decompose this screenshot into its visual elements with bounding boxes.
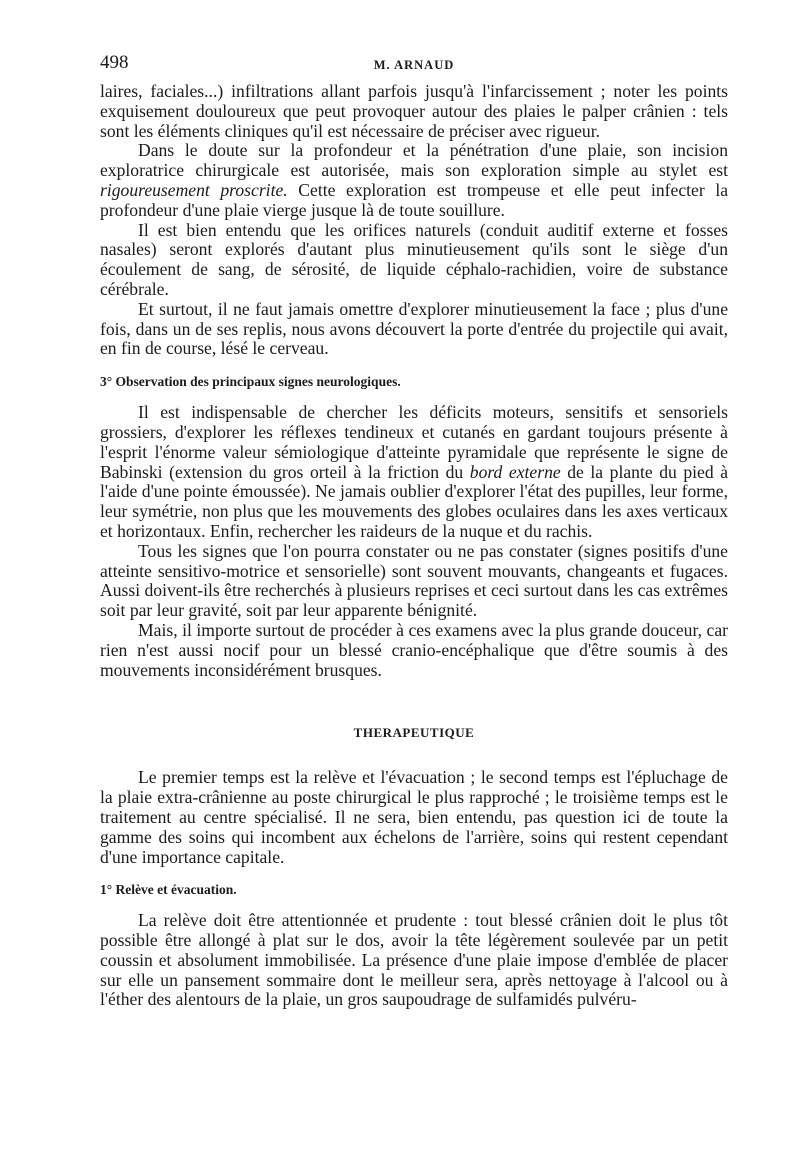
paragraph-deficits-end: de la plante du pied à l'aide d'une pointe émoussée). Ne jamais oublier d'explorer l'état des pupilles, leur forme, leur symétrie, non plus que les mouvements des globes oculaires dans les axes verticaux et horizontaux. Enfin, rechercher les raideurs de la nuque et du rachis. [100,461,729,541]
page [100,52,728,1010]
paragraph-deficits-start: Il est indispensable de chercher les déficits moteurs, sensitifs et sensoriels grossiers, d'explorer les réflexes tendineux et cutanés en gardant toujours présente à l'esprit l'énorme valeur sémiologique d'atteinte pyramidale que représente le signe de Babinski (extension du gros orteil à la friction du [100,402,728,482]
body-text [100,82,728,1010]
subheading-neurological-signs: 3° Observation des principaux signes neurologiques. [100,374,401,390]
emphasis-bord-externe: bord externe [469,461,561,482]
emphasis-proscrite: rigoureusement proscrite. [100,179,288,200]
paragraph-releve: La relève doit être attentionnée et prudente : tout blessé crânien doit le plus tôt possible être allongé à plat sur le dos, avoir la tête légèrement soulevée par un petit coussin et absolument immobilisée. La présence d'une plaie impose d'emblée de placer sur elle un pansement sommaire dont le meilleur sera, après nettoyage à l'alcool ou à l'éther des alentours de la plaie, un gros saupoudrage de sulfamidés pulvéru- [100,910,728,1010]
paragraph-orifices: Il est bien entendu que les orifices naturels (conduit auditif externe et fosses nasales) seront explorés d'autant plus minutieusement qu'ils sont le siège d'un écoulement de sang, de sérosité, de liquide céphalo-rachidien, voire de substance cérébrale. [100,219,728,299]
paragraph-face: Et surtout, il ne faut jamais omettre d'explorer minutieusement la face ; plus d'une fois, dans un de ses replis, nous avons découvert la porte d'entrée du projectile qui avait, en fin de course, lésé le cerveau. [100,298,728,359]
paragraph-exploration-end: Cette exploration est trompeuse et elle peut infecter la profondeur d'une plaie vierge jusque là de toute souillure. [100,179,729,220]
page-number: 498 [100,52,129,73]
paragraph-temps: Le premier temps est la relève et l'évacuation ; le second temps est l'épluchage de la plaie extra-crânienne au poste chirurgical le plus rapproché ; le troisième temps est le traitement au centre spécialisé. Il ne sera, bien entendu, pas question ici de toute la gamme des soins qui incombent aux échelons de l'arrière, soins qui restent cependant d'une importance capitale. [100,767,728,867]
paragraph-deficits [100,403,728,542]
paragraph-exploration [100,141,728,220]
subheading-releve: 1° Relève et évacuation. [100,882,237,898]
paragraph-exploration-start: Dans le doute sur la profondeur et la pénétration d'une plaie, son incision exploratrice chirurgicale est autorisée, mais son exploration simple au stylet est [100,140,728,181]
paragraph-signs: Tous les signes que l'on pourra constater ou ne pas constater (signes positifs d'une atteinte sensitivo-motrice et sensorielle) sont souvent mouvants, changeants et fugaces. Aussi doivent-ils être recherchés à plusieurs reprises et ceci surtout dans les cas extrêmes soit par leur gravité, soit par leur apparente bénignité. [100,540,728,621]
page-header [100,52,728,82]
paragraph-continued: laires, faciales...) infiltrations allant parfois jusqu'à l'infarcissement ; noter les points exquisement douloureux que peut provoquer autour des plaies le palper crânien : tels sont les éléments cliniques qu'il est nécessaire de préciser avec rigueur. [100,81,728,141]
paragraph-douceur: Mais, il importe surtout de procéder à ces examens avec la plus grande douceur, car rien n'est aussi nocif pour un blessé cranio-encéphalique que d'être soumis à des mouvements inconsidérément brusques. [100,619,728,680]
running-head: M. ARNAUD [373,58,455,72]
section-title-therapeutique: THERAPEUTIQUE [353,725,475,741]
